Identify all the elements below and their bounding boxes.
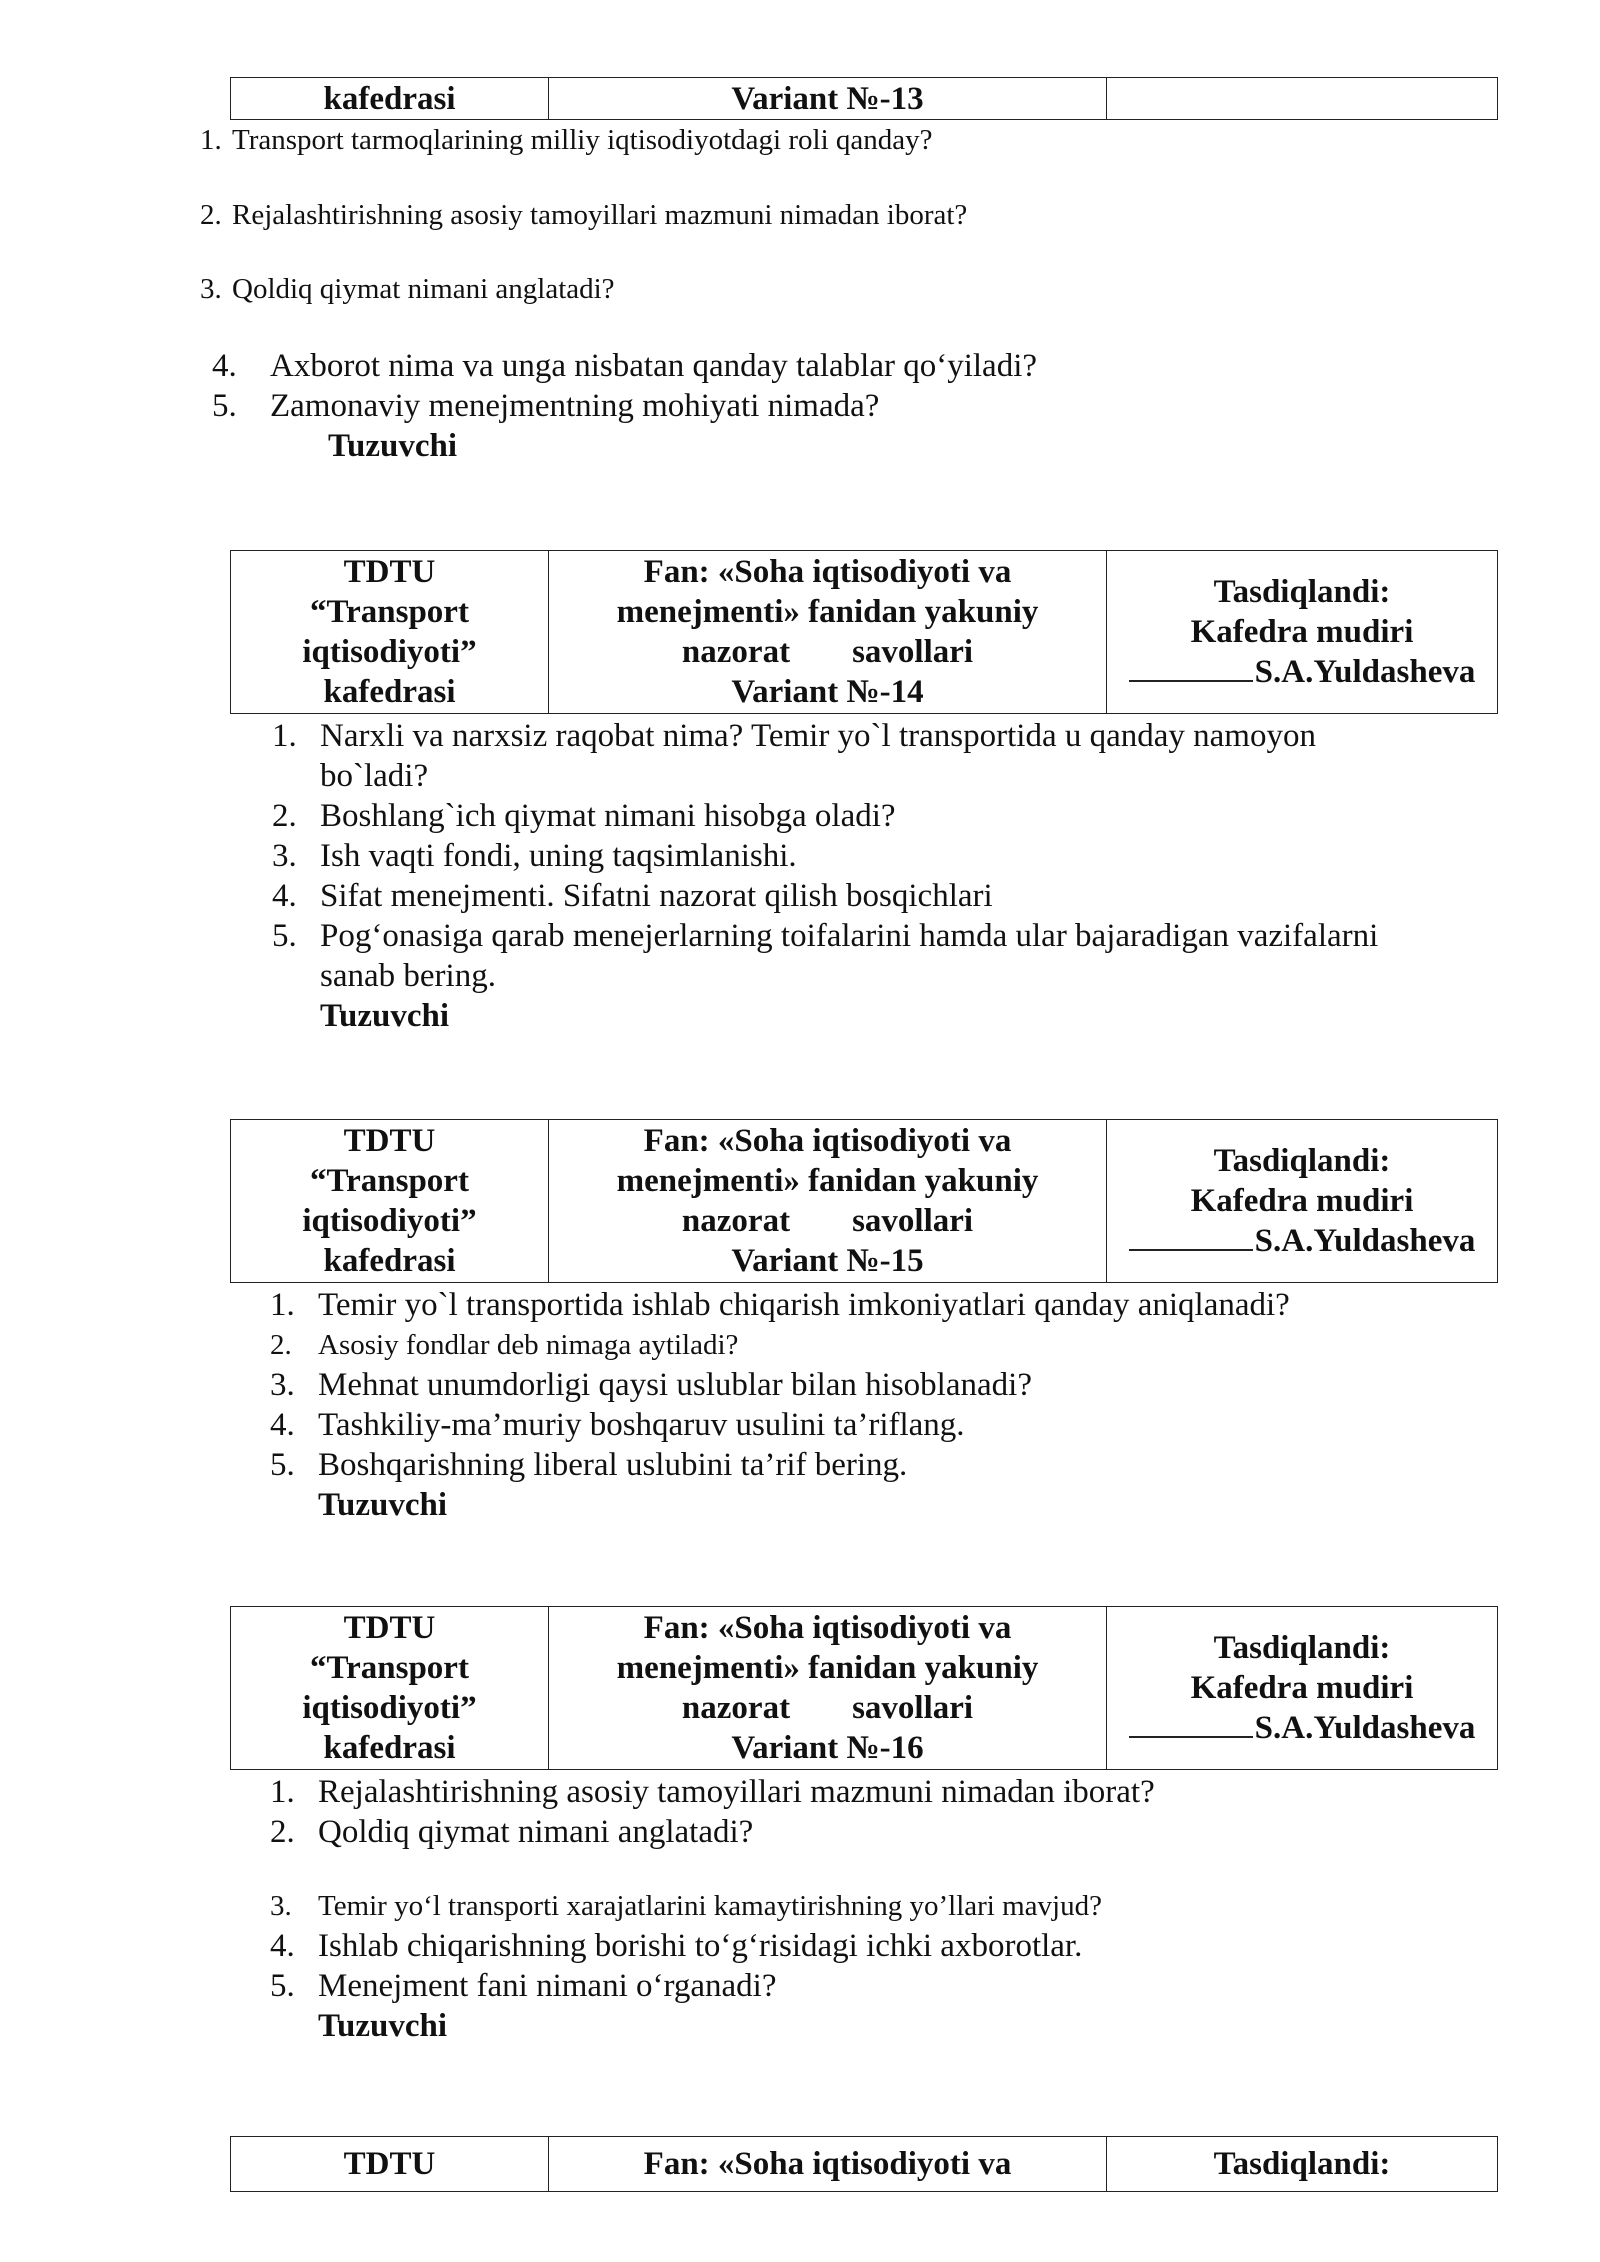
- question-text-cont: bo`ladi?: [320, 758, 429, 794]
- head-name: S.A.Yuldasheva: [1254, 1223, 1476, 1259]
- department-cell: [231, 2137, 549, 2191]
- compiler-label: Tuzuvchi: [328, 428, 458, 464]
- subject-cell: [549, 551, 1107, 713]
- variant-16-header-table: [230, 1606, 1498, 1770]
- head-name: S.A.Yuldasheva: [1254, 654, 1476, 690]
- question-number: 5.: [270, 1968, 295, 2004]
- question-text: Pog‘onasiga qarab menejerlarning toifalarini hamda ular bajaradigan vazifalarni: [320, 918, 1379, 954]
- question-number: 1.: [272, 718, 297, 754]
- signature-line: [1107, 1221, 1497, 1261]
- department-name-2: iqtisodiyoti”: [302, 634, 477, 670]
- question-text: Ishlab chiqarishning borishi to‘g‘risidagi ichki axborotlar.: [318, 1928, 1083, 1964]
- question-number: 1.: [270, 1287, 295, 1323]
- approved-label: Tasdiqlandi:: [1213, 1630, 1391, 1666]
- question-text: Qoldiq qiymat nimani anglatadi?: [232, 273, 615, 305]
- subject-line-3: nazorat savollari: [681, 634, 974, 670]
- department-name: “Transport: [310, 1163, 469, 1199]
- question-number: 4.: [272, 878, 297, 914]
- question-number: 4.: [270, 1928, 295, 1964]
- question-number: 4.: [212, 348, 237, 384]
- subject-cell: [549, 1607, 1107, 1769]
- university-name: TDTU: [343, 1610, 436, 1646]
- department-name: “Transport: [310, 1650, 469, 1686]
- question-number: 2.: [270, 1329, 292, 1361]
- variant-15-header-table: [230, 1119, 1498, 1283]
- department-word: kafedrasi: [323, 674, 456, 710]
- question-5-cont: [320, 956, 496, 996]
- approved-label: Tasdiqlandi:: [1213, 1143, 1391, 1179]
- subject-line-1: Fan: «Soha iqtisodiyoti va: [643, 1123, 1012, 1159]
- question-number: 3.: [270, 1367, 295, 1403]
- question-number: 1.: [200, 124, 222, 156]
- head-title: Kafedra mudiri: [1190, 1670, 1414, 1706]
- subject-line-1: Fan: «Soha iqtisodiyoti va: [643, 554, 1012, 590]
- question-number: 3.: [200, 273, 222, 305]
- compiler-label: Tuzuvchi: [318, 1487, 448, 1523]
- department-name-2: iqtisodiyoti”: [302, 1690, 477, 1726]
- signature-blank: [1129, 654, 1253, 682]
- subject-line-3: nazorat savollari: [681, 1690, 974, 1726]
- approval-cell: [1107, 78, 1497, 119]
- question-number: 1.: [270, 1774, 295, 1810]
- approval-cell: [1107, 2137, 1497, 2191]
- question-1-cont: [320, 756, 428, 796]
- subject-line-2: menejmenti» fanidan yakuniy: [616, 594, 1039, 630]
- question-text: Ish vaqti fondi, uning taqsimlanishi.: [320, 838, 797, 874]
- question-number: 4.: [270, 1407, 295, 1443]
- question-text: Qoldiq qiymat nimani anglatadi?: [318, 1814, 754, 1850]
- question-text: Rejalashtirishning asosiy tamoyillari mazmuni nimadan iborat?: [232, 199, 968, 231]
- variant-17-header-table: [230, 2136, 1498, 2192]
- compiler-label: Tuzuvchi: [320, 998, 450, 1034]
- department-cell: [231, 78, 549, 119]
- question-number: 3.: [270, 1890, 292, 1922]
- variant-number: Variant №-16: [731, 1730, 924, 1766]
- question-text: Mehnat unumdorligi qaysi uslublar bilan hisoblanadi?: [318, 1367, 1032, 1403]
- question-number: 5.: [212, 388, 237, 424]
- compiler-label: Tuzuvchi: [318, 2008, 448, 2044]
- question-number: 2.: [270, 1814, 295, 1850]
- university-name: TDTU: [343, 2146, 436, 2182]
- subject-line-3: nazorat savollari: [681, 1203, 974, 1239]
- department-word: kafedrasi: [323, 1730, 456, 1766]
- university-name: TDTU: [343, 554, 436, 590]
- signature-blank: [1129, 1710, 1253, 1738]
- question-text: Zamonaviy menejmentning mohiyati nimada?: [270, 388, 880, 424]
- head-name: S.A.Yuldasheva: [1254, 1710, 1476, 1746]
- signature-line: [1107, 652, 1497, 692]
- subject-line-1: Fan: «Soha iqtisodiyoti va: [643, 2146, 1012, 2182]
- question-text: Tashkiliy-ma’muriy boshqaruv usulini ta’riflang.: [318, 1407, 965, 1443]
- question-number: 5.: [272, 918, 297, 954]
- variant-number: Variant №-14: [731, 674, 924, 710]
- question-text: Axborot nima va unga nisbatan qanday talablar qo‘yiladi?: [270, 348, 1038, 384]
- question-number: 2.: [200, 199, 222, 231]
- question-text-cont: sanab bering.: [320, 958, 496, 994]
- department-cell: [231, 1120, 549, 1282]
- department-cell: [231, 1607, 549, 1769]
- subject-cell: [549, 2137, 1107, 2191]
- signature-line: [1107, 1708, 1497, 1748]
- question-number: 3.: [272, 838, 297, 874]
- subject-line-1: Fan: «Soha iqtisodiyoti va: [643, 1610, 1012, 1646]
- question-text: Sifat menejmenti. Sifatni nazorat qilish bosqichlari: [320, 878, 993, 914]
- approval-cell: [1107, 551, 1497, 713]
- question-text: Narxli va narxsiz raqobat nima? Temir yo`l transportida u qanday namoyon: [320, 718, 1316, 754]
- question-text: Temir yo`l transportida ishlab chiqarish imkoniyatlari qanday aniqlanadi?: [318, 1287, 1290, 1323]
- question-number: 5.: [270, 1447, 295, 1483]
- approved-label: Tasdiqlandi:: [1213, 574, 1391, 610]
- question-number: 2.: [272, 798, 297, 834]
- question-text: Temir yo‘l transporti xarajatlarini kamaytirishning yo’llari mavjud?: [318, 1890, 1102, 1922]
- subject-line-2: menejmenti» fanidan yakuniy: [616, 1163, 1039, 1199]
- approved-label: Tasdiqlandi:: [1213, 2146, 1391, 2182]
- question-text: Rejalashtirishning asosiy tamoyillari mazmuni nimadan iborat?: [318, 1774, 1155, 1810]
- subject-cell: [549, 78, 1107, 119]
- question-text: Menejment fani nimani o‘rganadi?: [318, 1968, 777, 2004]
- variant-14-header-table: [230, 550, 1498, 714]
- variant-number: Variant №-15: [731, 1243, 924, 1279]
- approval-cell: [1107, 1120, 1497, 1282]
- subject-cell: [549, 1120, 1107, 1282]
- approval-cell: [1107, 1607, 1497, 1769]
- department-cell: [231, 551, 549, 713]
- department-word: kafedrasi: [323, 1243, 456, 1279]
- question-text: Boshlang`ich qiymat nimani hisobga oladi?: [320, 798, 896, 834]
- question-text: Asosiy fondlar deb nimaga aytiladi?: [318, 1329, 739, 1361]
- variant-13-header-table: [230, 77, 1498, 120]
- department-name-2: iqtisodiyoti”: [302, 1203, 477, 1239]
- question-text: Boshqarishning liberal uslubini ta’rif bering.: [318, 1447, 908, 1483]
- subject-line-2: menejmenti» fanidan yakuniy: [616, 1650, 1039, 1686]
- department-name: “Transport: [310, 594, 469, 630]
- question-text: Transport tarmoqlarining milliy iqtisodiyotdagi roli qanday?: [232, 124, 933, 156]
- head-title: Kafedra mudiri: [1190, 614, 1414, 650]
- signature-blank: [1129, 1223, 1253, 1251]
- head-title: Kafedra mudiri: [1190, 1183, 1414, 1219]
- department-word: kafedrasi: [323, 80, 456, 117]
- university-name: TDTU: [343, 1123, 436, 1159]
- variant-number: Variant №-13: [731, 80, 924, 117]
